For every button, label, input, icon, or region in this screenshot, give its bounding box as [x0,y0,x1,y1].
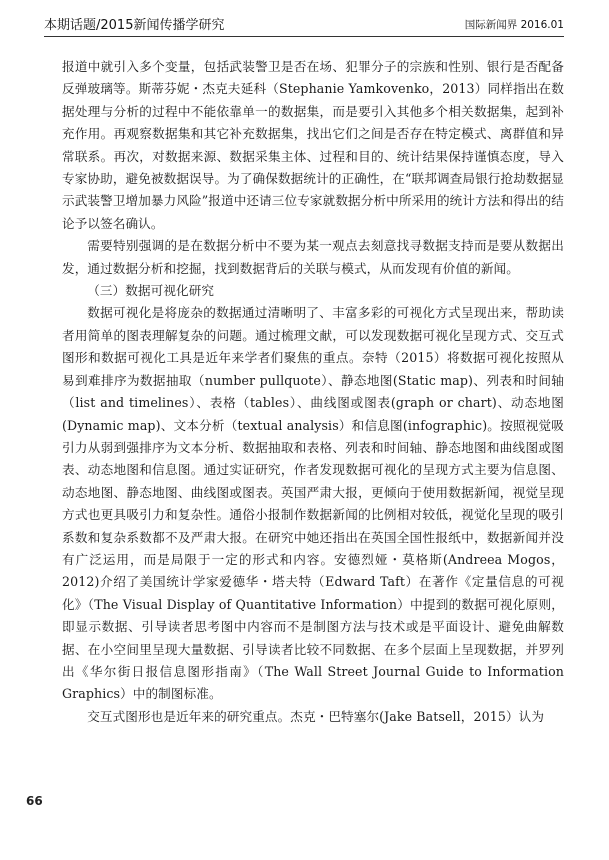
paragraph-continuation: 报道中就引入多个变量，包括武装警卫是否在场、犯罪分子的宗族和性别、银行是否配备反弹玻璃等。斯蒂芬妮・杰克夫延科（Stephanie Yamkovenko，2013）同样指出在数据处理与分析的过程中不能依靠单一的数据集，而是要引入其他多个相关数据集，起到补充作用。再观察数据集和其它补充数据集，找出它们之间是否存在特定模式、离群值和异常联系。再次，对数据来源、数据采集主体、过程和目的、统计结果保持谨慎态度，导入专家协助，避免被数据误导。为了确保数据统计的正确性，在“联邦调查局银行抢劫数据显示武装警卫增加暴力风险”报道中还请三位专家就数据分析中所采用的统计方法和得出的结论予以签名确认。 [62,59,564,231]
running-header [44,12,564,37]
page-number: 66 [26,794,43,808]
journal-issue: 国际新闻界 2016.01 [464,19,564,31]
section-title: 本期话题/2015新闻传播学研究 [44,18,225,33]
article-body [62,56,564,728]
paragraph-interactive: 交互式图形也是近年来的研究重点。杰克・巴特塞尔(Jake Batsell，2015）认为 [87,708,545,724]
paragraph-visualization: 数据可视化是将庞杂的数据通过清晰明了、丰富多彩的可视化方式呈现出来，帮助读者用简单的图表理解复杂的问题。通过梳理文献，可以发现数据可视化呈现方式、交互式图形和数据可视化工具是近年来学者们聚焦的重点。奈特（2015）将数据可视化按照从易到难排序为数据抽取（number pullquote）、静态地图(Static map)、列表和时间轴（list and timelines）、表格（tables）、曲线图或图表(graph or chart)、动态地图(Dynamic map)、文本分析（textual analysis）和信息图(infographic)。按照视觉吸引力从弱到强排序为文本分析、数据抽取和表格、列表和时间轴、静态地图和曲线图或图表、动态地图和信息图。通过实证研究，作者发现数据可视化的呈现方式主要为信息图、动态地图、静态地图、曲线图或图表。英国严肃大报，更倾向于使用数据新闻，视觉呈现方式也更具吸引力和复杂性。通俗小报制作数据新闻的比例相对较低，视觉化呈现的吸引系数和复杂系数都不及严肃大报。在研究中她还指出在英国全国性报纸中，数据新闻并没有广泛运用，而是局限于一定的形式和内容。安德烈娅・莫格斯(Andreea Mogos，2012)介绍了美国统计学家爱德华・塔夫特（Edward Taft）在著作《定量信息的可视化》（The Visual Display of Quantitative Information）中提到的数据可视化原则，即显示数据、引导读者思考图中内容而不是制图方法与技术或是平面设计、避免曲解数据、在小空间里呈现大量数据、引导读者比较不同数据、在多个层面上呈现数据，并罗列出《华尔街日报信息图形指南》（The Wall Street Journal Guide to Information Graphics）中的制图标准。 [62,305,564,702]
section-heading: （三）数据可视化研究 [87,283,215,299]
paragraph-emphasis: 需要特别强调的是在数据分析中不要为某一观点去刻意找寻数据支持而是要从数据出发，通过数据分析和挖掘，找到数据背后的关联与模式，从而发现有价值的新闻。 [62,238,564,276]
